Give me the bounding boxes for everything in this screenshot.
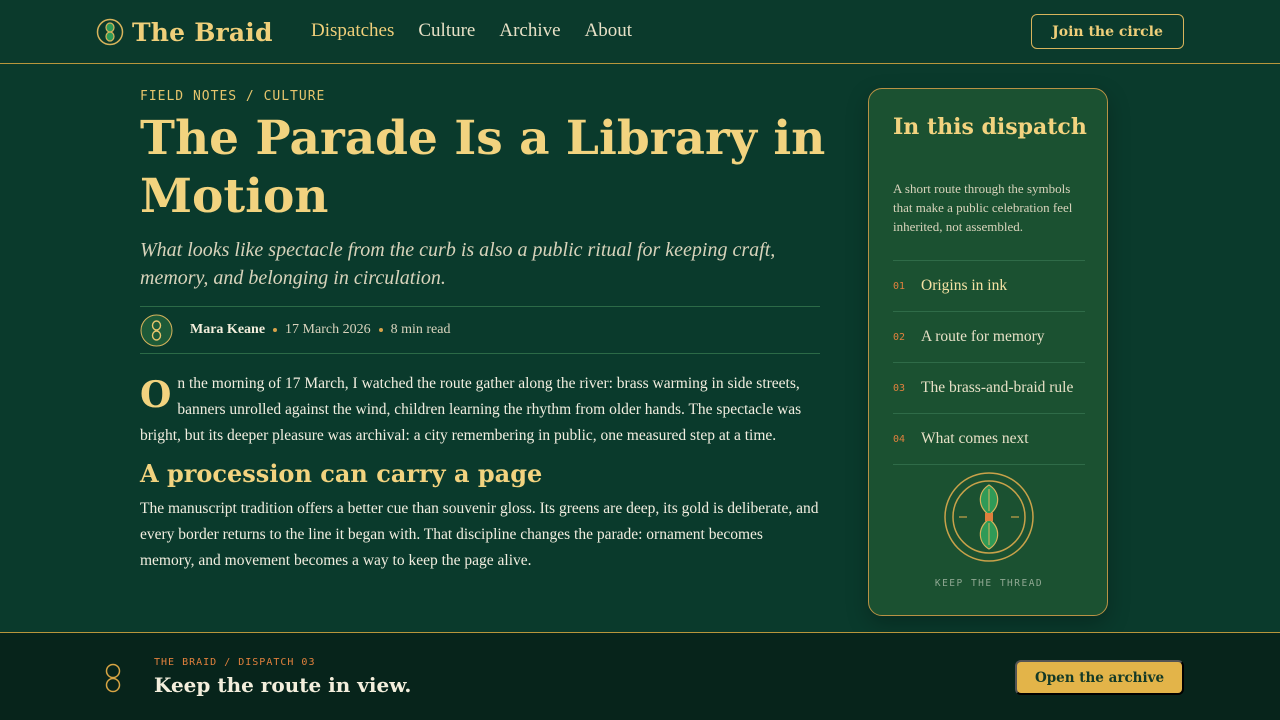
- nav-culture[interactable]: Culture: [418, 20, 476, 41]
- nav-archive[interactable]: Archive: [499, 20, 561, 41]
- card-caption: KEEP THE THREAD: [934, 578, 1044, 589]
- braid-avatar-icon: [140, 314, 173, 347]
- join-circle-button[interactable]: Join the circle: [1031, 14, 1184, 49]
- read-time: 8 min read: [390, 322, 451, 337]
- site-header: [0, 0, 1280, 64]
- braid-emblem-icon: [943, 471, 1035, 563]
- meta-separator: [273, 328, 277, 332]
- toc-number: 04: [893, 433, 906, 445]
- toc-label: A route for memory: [921, 328, 1045, 345]
- paragraph-text: n the morning of 17 March, I watched the route gather along the river: brass warming in side streets, banners unrolled against the wind, children learning the rhythm from older hands. The spectacle was bright, but its deeper pleasure was archival: a city remembering in public, one measured step at a time.: [140, 375, 802, 444]
- nav-about[interactable]: About: [584, 20, 633, 41]
- toc-label: What comes next: [921, 430, 1029, 447]
- toc-item-route[interactable]: [893, 312, 1085, 363]
- site-footer: [0, 632, 1280, 720]
- nav-dispatches[interactable]: Dispatches: [311, 20, 395, 41]
- toc-item-origins[interactable]: [893, 261, 1085, 312]
- drop-cap: O: [140, 374, 172, 416]
- toc-item-brass-braid[interactable]: [893, 363, 1085, 414]
- meta-separator: [379, 328, 383, 332]
- article-kicker: FIELD NOTES / CULTURE: [140, 89, 326, 104]
- toc-item-next[interactable]: [893, 414, 1085, 465]
- toc-label: The brass-and-braid rule: [921, 379, 1074, 396]
- card-description: A short route through the symbols that make a public celebration feel inherited, not assembled.: [893, 181, 1073, 234]
- brand[interactable]: [96, 14, 273, 50]
- article-dek: What looks like spectacle from the curb is also a public ritual for keeping craft, memory, and belonging in circulation.: [140, 239, 776, 289]
- table-of-contents: [893, 260, 1085, 465]
- toc-number: 03: [893, 382, 906, 394]
- article-title: The Parade Is a Library in Motion: [140, 111, 826, 224]
- toc-label: Origins in ink: [921, 277, 1008, 294]
- braid-logo-icon: [96, 18, 124, 46]
- braid-logo-icon: [104, 663, 122, 693]
- card-title: In this dispatch: [893, 114, 1087, 140]
- article-paragraph-1: [140, 371, 820, 449]
- main-nav: [311, 20, 632, 42]
- toc-number: 01: [893, 280, 906, 292]
- author-name[interactable]: Mara Keane: [190, 322, 266, 337]
- brand-name: The Braid: [132, 17, 273, 47]
- footer-title: Keep the route in view.: [154, 673, 412, 697]
- article-meta: [140, 306, 820, 354]
- article-subhead: A procession can carry a page: [140, 459, 543, 488]
- dispatch-toc-card: [868, 88, 1108, 616]
- footer-kicker: THE BRAID / DISPATCH 03: [154, 657, 316, 668]
- open-archive-button[interactable]: Open the archive: [1015, 660, 1184, 695]
- toc-number: 02: [893, 331, 906, 343]
- publish-date: 17 March 2026: [285, 322, 371, 337]
- article-paragraph-2: The manuscript tradition offers a better cue than souvenir gloss. Its greens are deep, its gold is deliberate, and every border returns to the line it began with. That discipline changes the parade: ornament becomes memory, and movement becomes a way to keep the page alive.: [140, 500, 819, 569]
